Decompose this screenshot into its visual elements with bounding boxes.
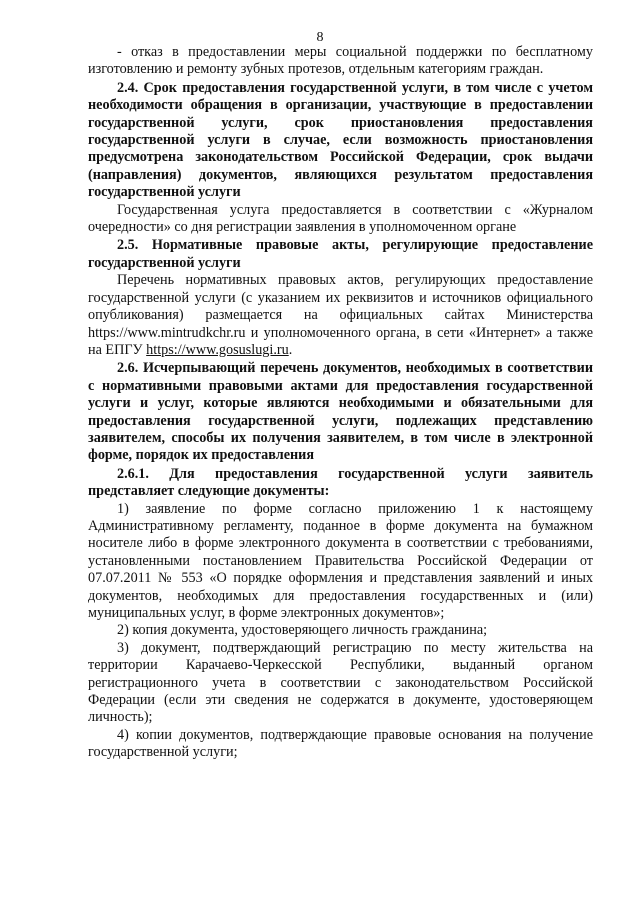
paragraph-2-4: Государственная услуга предоставляется в соответствии с «Журналом очередности» со дня регистрации заявления в уполномоченном органе <box>88 201 593 236</box>
paragraph-2-5-text: Перечень нормативных правовых актов, регулирующих предоставление государственной услуги (с указанием их реквизитов и источников официального опубликования) размещается на официальных сайтах Министерства https://www.mintrudkchr.ru и уполномоченного органа, в сети «Интернет» а также на ЕПГУ <box>88 272 593 358</box>
paragraph-2-5 <box>88 272 593 359</box>
list-item-4: 4) копии документов, подтверждающие правовые основания на получение государственной услуги; <box>88 726 593 761</box>
gosuslugi-link[interactable]: https://www.gosuslugi.ru <box>146 341 289 358</box>
heading-2-6-1: 2.6.1. Для предоставления государственной услуги заявитель представляет следующие документы: <box>88 465 593 500</box>
heading-2-5: 2.5. Нормативные правовые акты, регулирующие предоставление государственной услуги <box>88 237 593 271</box>
page-number: 8 <box>316 30 324 45</box>
paragraph-2-5-end: . <box>288 341 293 358</box>
list-item-1: 1) заявление по форме согласно приложению 1 к настоящему Административному регламенту, поданное в форме документа на бумажном носителе либо в форме электронного документа в соответствии с требованиями, установленными постановлением Правительства Российской Федерации от 07.07.2011 № 553 «О порядке оформления и представления заявлений и иных документов, необходимых для предоставления государственных и (или) муниципальных услуг, в форме электронных документов»; <box>88 500 593 621</box>
heading-2-6: 2.6. Исчерпывающий перечень документов, необходимых в соответствии с нормативными правовыми актами для предоставления государственной услуги и услуг, которые являются необходимыми и обязательными для предоставления государственной услуги, подлежащих представлению заявителем, способы их получения заявителем, в том числе в электронной форме, порядок их предоставления <box>88 360 593 464</box>
list-item-3: 3) документ, подтверждающий регистрацию по месту жительства на территории Карачаево-Черкесской Республики, выданный органом регистрационного учета в соответствии с законодательством Российской Федерации (если эти сведения не содержатся в документе, удостоверяющем личность); <box>88 639 593 726</box>
list-item-2: 2) копия документа, удостоверяющего личность гражданина; <box>117 622 488 639</box>
heading-2-4: 2.4. Срок предоставления государственной услуги, в том числе с учетом необходимости обращения в организации, участвующие в предоставлении государственной услуги, срок приостановления предоставления государственной услуги в случае, если возможность приостановления предусмотрена законодательством Российской Федерации, срок выдачи (направления) документов, являющихся результатом предоставления государственной услуги <box>88 79 593 201</box>
paragraph-refusal: - отказ в предоставлении меры социальной поддержки по бесплатному изготовлению и ремонту зубных протезов, отдельным категориям граждан. <box>88 44 593 78</box>
document-body <box>88 44 593 762</box>
